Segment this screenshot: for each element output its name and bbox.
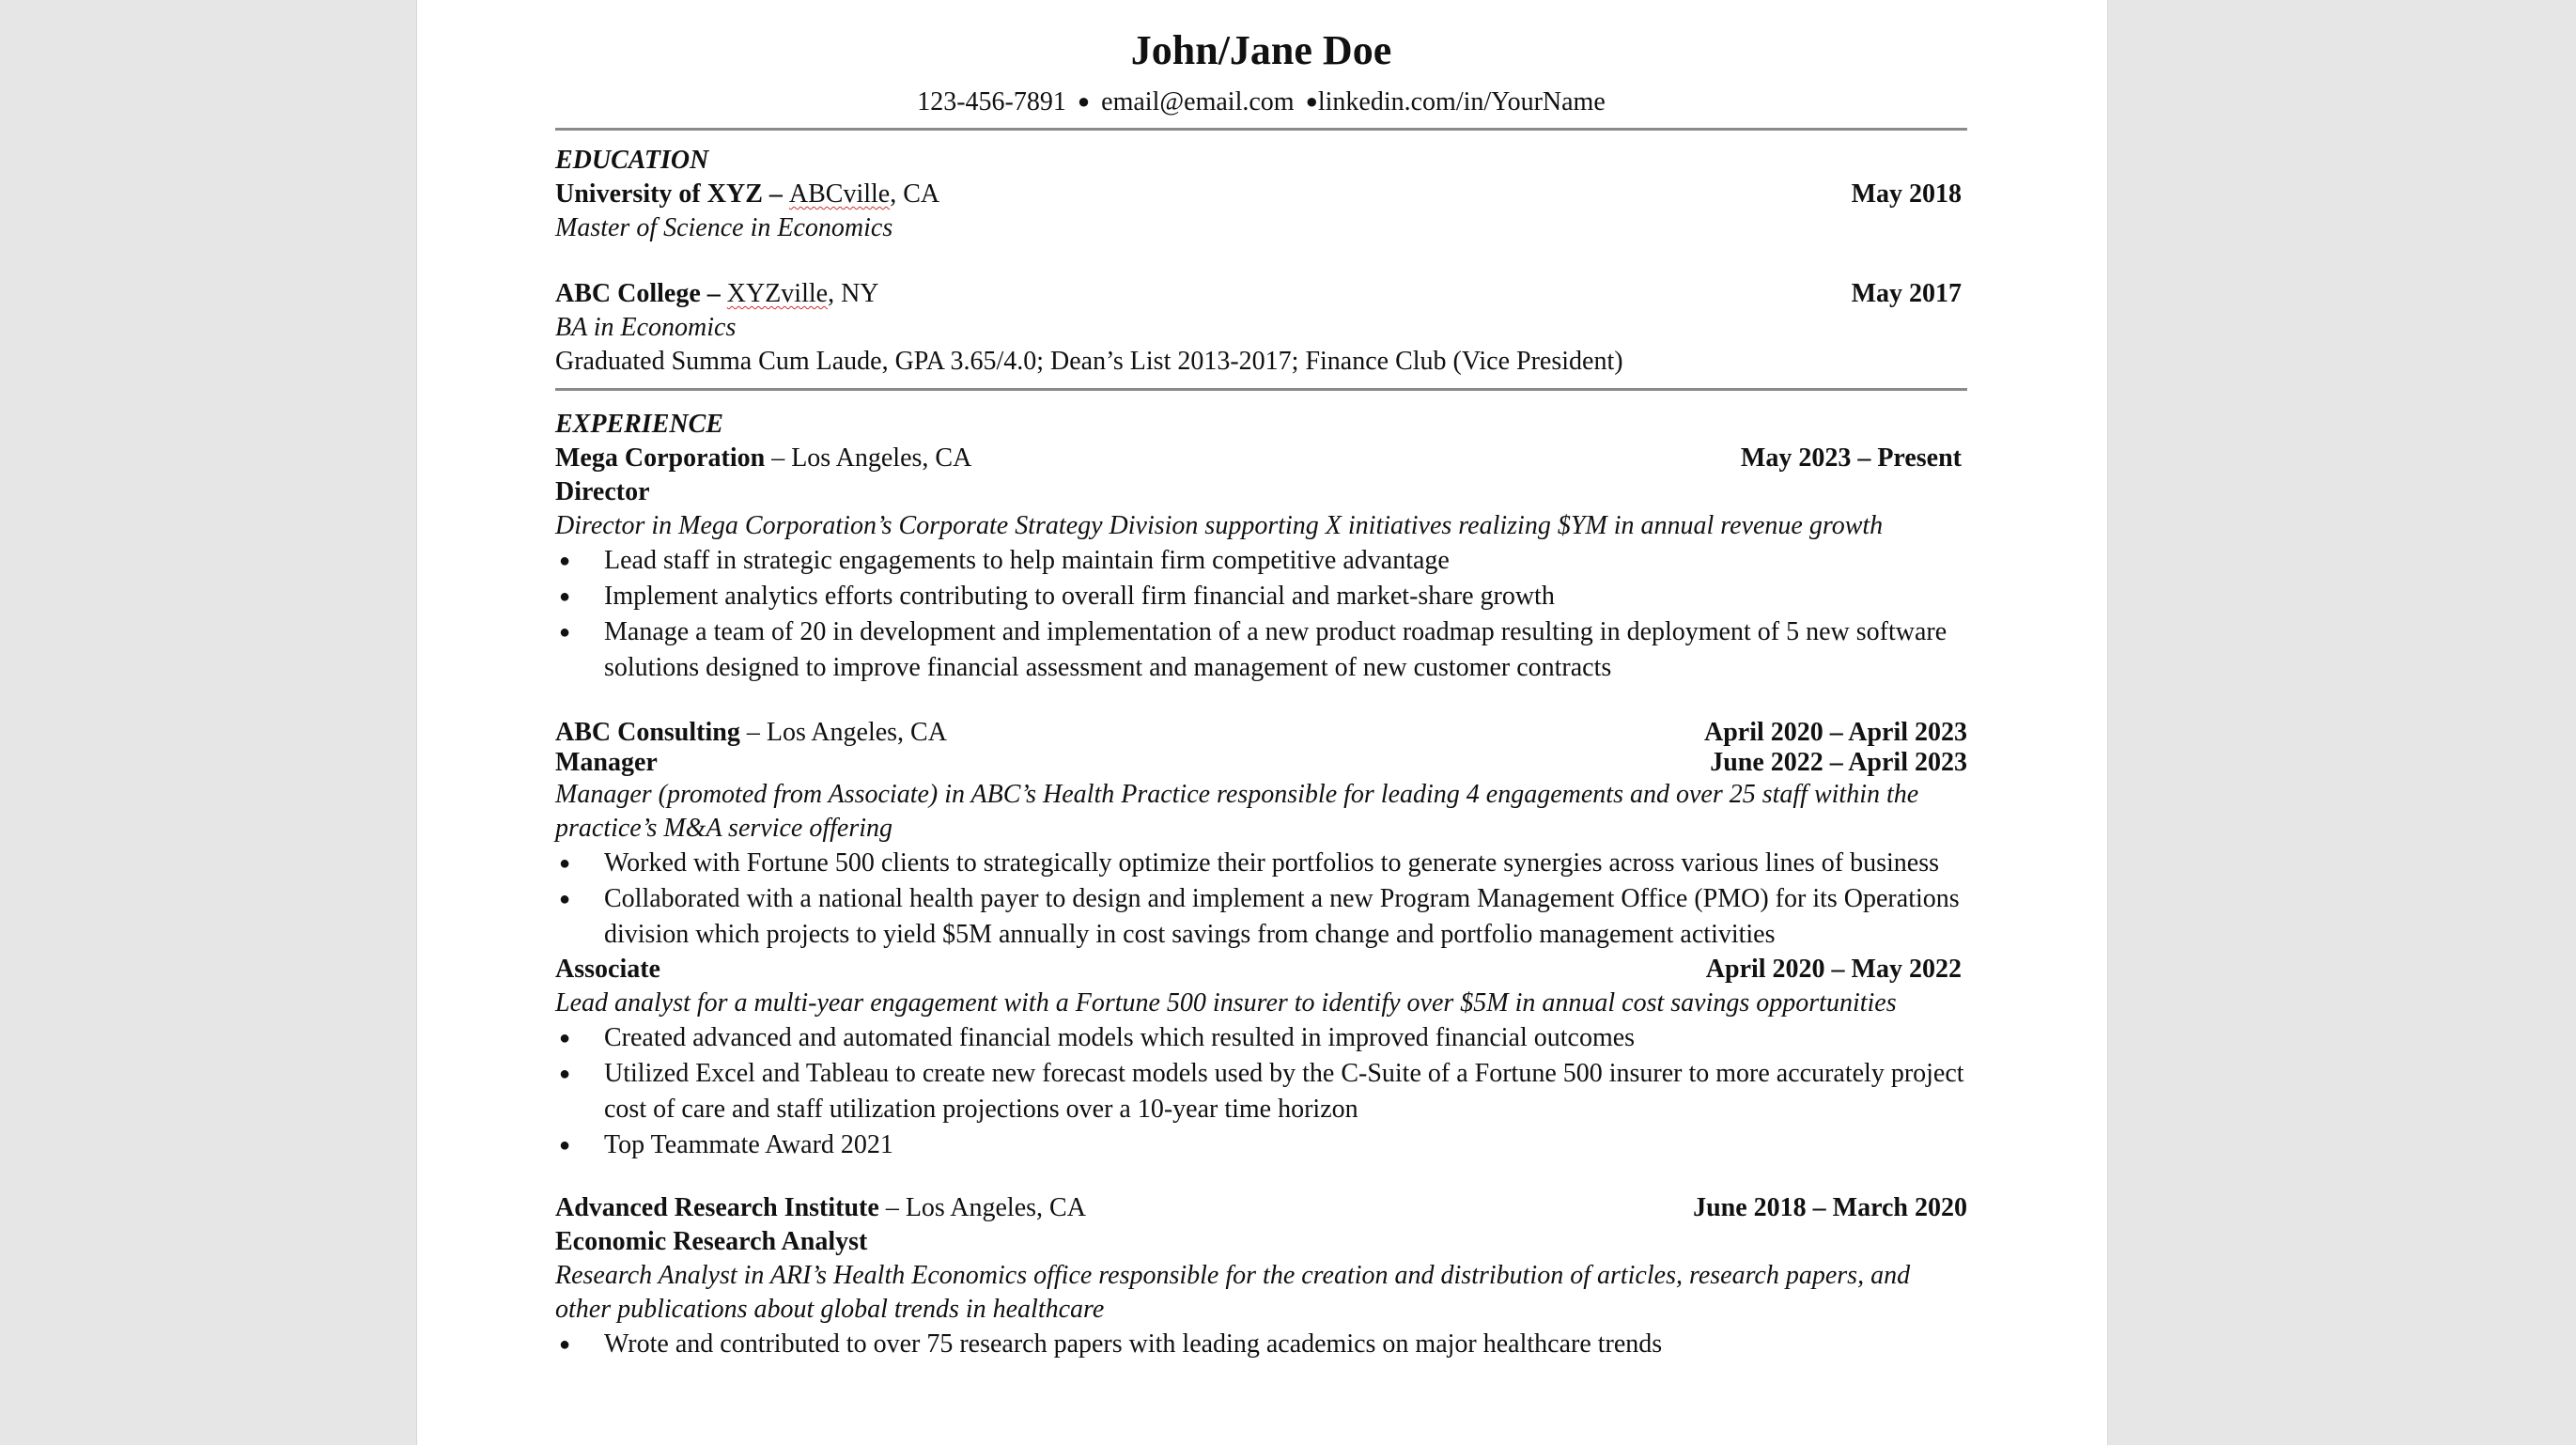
- school-name: University of XYZ: [555, 179, 763, 209]
- role-summary: Lead analyst for a multi-year engagement with a Fortune 500 insurer to identify over $5M in annual cost savings opportunities: [555, 988, 1897, 1018]
- bullet-dot: ●: [559, 853, 571, 874]
- company-location: – Los Angeles, CA: [878, 1193, 1086, 1222]
- role-summary: Manager (promoted from Associate) in ABC’s Health Practice responsible for leading 4 engagements and over 25 staff within the practice’s M&A service offering: [555, 780, 1919, 843]
- linkedin-url: linkedin.com/in/YourName: [1317, 87, 1606, 117]
- job-row: [555, 442, 1967, 475]
- email-address: email@email.com: [1101, 87, 1295, 117]
- bullet-separator: ●: [1305, 89, 1318, 113]
- list-item: [555, 543, 1967, 579]
- school-city: XYZville: [726, 279, 829, 308]
- degree: Master of Science in Economics: [555, 213, 893, 242]
- job-title-row: [555, 475, 1967, 509]
- honors: Graduated Summa Cum Laude, GPA 3.65/4.0; Dean’s List 2013-2017; Finance Club (Vice President): [555, 347, 1623, 376]
- list-item: [555, 881, 1967, 953]
- job-title: Economic Research Analyst: [555, 1227, 868, 1256]
- list-item: [555, 1020, 1967, 1056]
- list-item: [555, 1127, 1967, 1163]
- job-date: May 2023 – Present: [1740, 443, 1962, 473]
- company-location: – Los Angeles, CA: [739, 718, 947, 747]
- bullet-dot: ●: [559, 586, 571, 607]
- school-date: May 2018: [1851, 179, 1962, 209]
- list-item: [555, 579, 1967, 614]
- role-title: Manager: [555, 748, 658, 777]
- job-summary: Director in Mega Corporation’s Corporate Strategy Division supporting X initiatives realizing $YM in annual revenue growth: [555, 511, 1884, 540]
- resume-content: [555, 24, 1967, 1362]
- bullet-dot: ●: [559, 1135, 571, 1156]
- bullet-separator: ●: [1077, 89, 1091, 113]
- bullet-text: Lead staff in strategic engagements to help maintain firm competitive advantage: [604, 546, 1450, 575]
- bullet-dot: ●: [559, 551, 571, 571]
- resume-name: John/Jane Doe: [1130, 27, 1392, 73]
- company-name: Advanced Research Institute: [555, 1193, 879, 1222]
- job-date: June 2018 – March 2020: [1693, 1193, 1967, 1222]
- bullet-text: Top Teammate Award 2021: [604, 1130, 893, 1159]
- bullet-list: [555, 1020, 1967, 1163]
- school-state: , CA: [890, 179, 940, 209]
- education-heading: EDUCATION: [555, 146, 709, 175]
- role-date: June 2022 – April 2023: [1710, 748, 1967, 777]
- school-state: , NY: [828, 279, 879, 308]
- job-summary: Research Analyst in ARI’s Health Economics office responsible for the creation and distribution of articles, research papers, and other publications about global trends in healthcare: [555, 1261, 1911, 1324]
- bullet-dot: ●: [559, 889, 571, 909]
- contact-line: [555, 85, 1967, 122]
- school-row: [555, 277, 1967, 311]
- bullet-text: Manage a team of 20 in development and implementation of a new product roadmap resulting in deployment of 5 new software solutions designed to improve financial assessment and management of new customer contracts: [604, 617, 1948, 682]
- role-title: Associate: [555, 955, 660, 984]
- degree: BA in Economics: [555, 313, 737, 342]
- bullet-text: Wrote and contributed to over 75 research papers with leading academics on major healthcare trends: [604, 1329, 1663, 1359]
- bullet-dot: ●: [559, 1334, 571, 1355]
- school-date: May 2017: [1851, 279, 1962, 308]
- list-item: [555, 1327, 1967, 1362]
- bullet-text: Worked with Fortune 500 clients to strategically optimize their portfolios to generate synergies across various lines of business: [604, 848, 1940, 878]
- bullet-list: [555, 846, 1967, 953]
- bullet-dot: ●: [559, 1028, 571, 1049]
- school-name: ABC College: [555, 279, 701, 308]
- school-row: [555, 178, 1967, 211]
- company-name: ABC Consulting: [555, 718, 740, 747]
- list-item: [555, 1056, 1967, 1127]
- dash: –: [762, 179, 789, 209]
- company-name: Mega Corporation: [555, 443, 766, 473]
- bullet-list: [555, 1327, 1967, 1362]
- list-item: [555, 846, 1967, 881]
- bullet-text: Created advanced and automated financial models which resulted in improved financial outcomes: [604, 1023, 1636, 1052]
- bullet-dot: ●: [559, 1064, 571, 1084]
- list-item: [555, 614, 1967, 686]
- job-row: [555, 718, 1967, 748]
- school-city: ABCville: [788, 179, 891, 209]
- job-title: Director: [555, 477, 650, 506]
- bullet-text: Implement analytics efforts contributing to overall firm financial and market-share growth: [604, 582, 1555, 611]
- bullet-text: Utilized Excel and Tableau to create new forecast models used by the C-Suite of a Fortune 500 insurer to more accurately project cost of care and staff utilization projections over a 10-year time horizon: [604, 1059, 1964, 1124]
- job-title-row: [555, 1225, 1967, 1259]
- phone-number: 123-456-7891: [917, 87, 1066, 117]
- role-row: [555, 748, 1967, 778]
- document-page: [416, 0, 2108, 1445]
- job-row: [555, 1191, 1967, 1225]
- role-row: [555, 953, 1967, 987]
- bullet-dot: ●: [559, 622, 571, 643]
- role-date: April 2020 – May 2022: [1705, 955, 1962, 984]
- dash: –: [700, 279, 727, 308]
- job-date: April 2020 – April 2023: [1703, 718, 1967, 747]
- bullet-text: Collaborated with a national health payer to design and implement a new Program Management Office (PMO) for its Operations division which projects to yield $5M annually in cost savings from change and portfolio management activities: [604, 884, 1960, 949]
- bullet-list: [555, 543, 1967, 686]
- experience-heading: EXPERIENCE: [555, 410, 723, 439]
- company-location: – Los Angeles, CA: [765, 443, 972, 473]
